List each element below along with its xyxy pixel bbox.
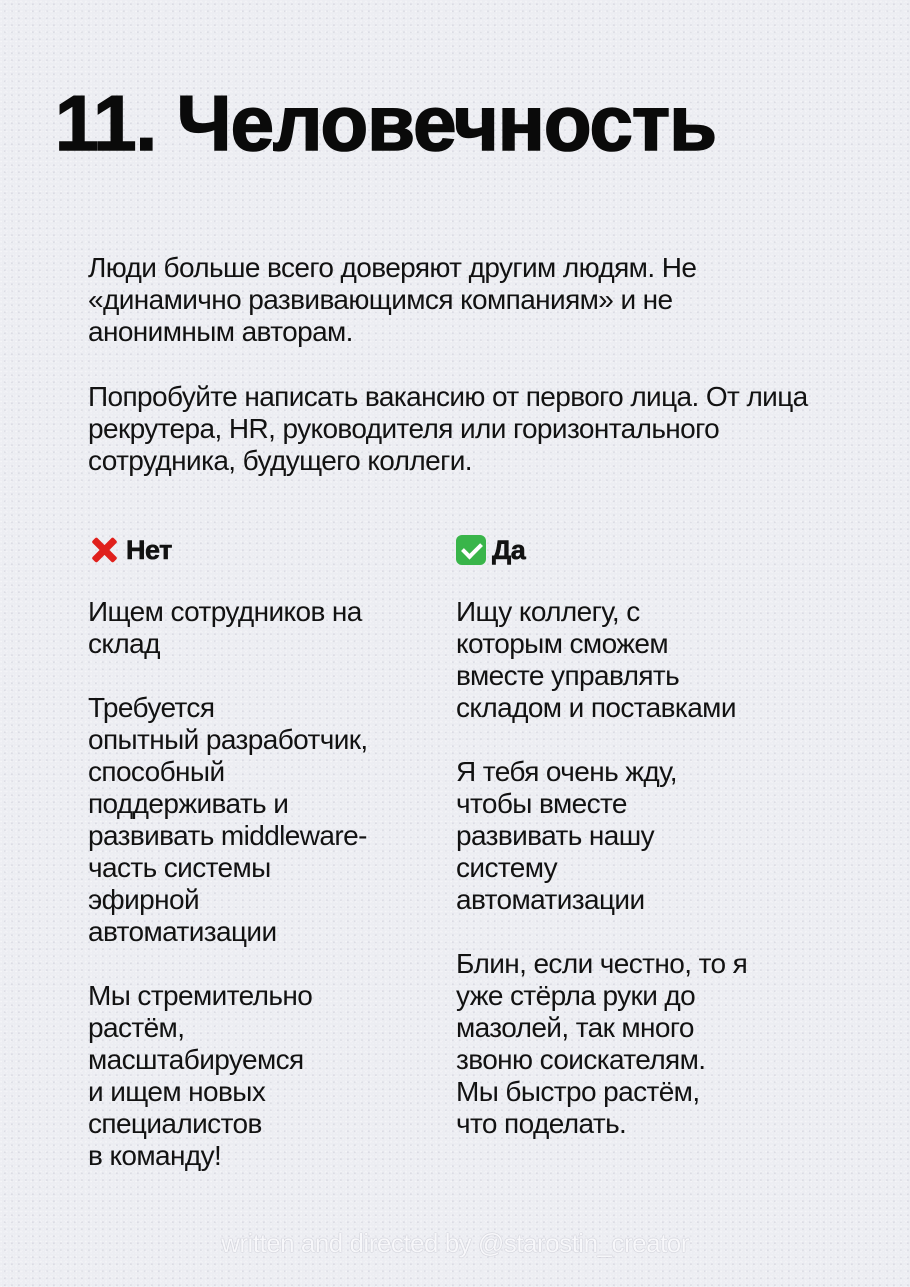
intro-paragraph-1: Люди больше всего доверяют другим людям. Не «динамично развивающимся компаниям» и не анонимным авторам.	[88, 252, 697, 347]
yes-example-2: Я тебя очень жду, чтобы вместе развивать нашу систему автоматизации	[456, 756, 677, 915]
no-example-1: Ищем сотрудников на склад	[88, 596, 362, 659]
column-yes	[456, 530, 816, 1140]
column-yes-header	[456, 530, 816, 570]
no-example-2: Требуется опытный разработчик, способный поддерживать и развивать middleware- часть системы эфирной автоматизации	[88, 692, 368, 947]
column-yes-label: Да	[492, 534, 526, 565]
column-no-label: Нет	[126, 534, 172, 565]
cross-icon	[88, 534, 120, 566]
yes-example-3: Блин, если честно, то я уже стёрла руки до мазолей, так много звоню соискателям. Мы быстро растём, что поделать.	[456, 948, 748, 1139]
yes-example-1: Ищу коллегу, с которым сможем вместе управлять складом и поставками	[456, 596, 736, 723]
intro-paragraph-2: Попробуйте написать вакансию от первого лица. От лица рекрутера, HR, руководителя или горизонтального сотрудника, будущего коллеги.	[88, 381, 808, 476]
column-no	[88, 530, 438, 1172]
page-title: 11. Человечность	[55, 79, 717, 167]
footer-credit: written and directed by @starostin_creator	[221, 1228, 689, 1258]
check-icon	[456, 535, 486, 565]
column-no-header	[88, 530, 438, 570]
no-example-3: Мы стремительно растём, масштабируемся и ищем новых специалистов в команду!	[88, 980, 313, 1171]
